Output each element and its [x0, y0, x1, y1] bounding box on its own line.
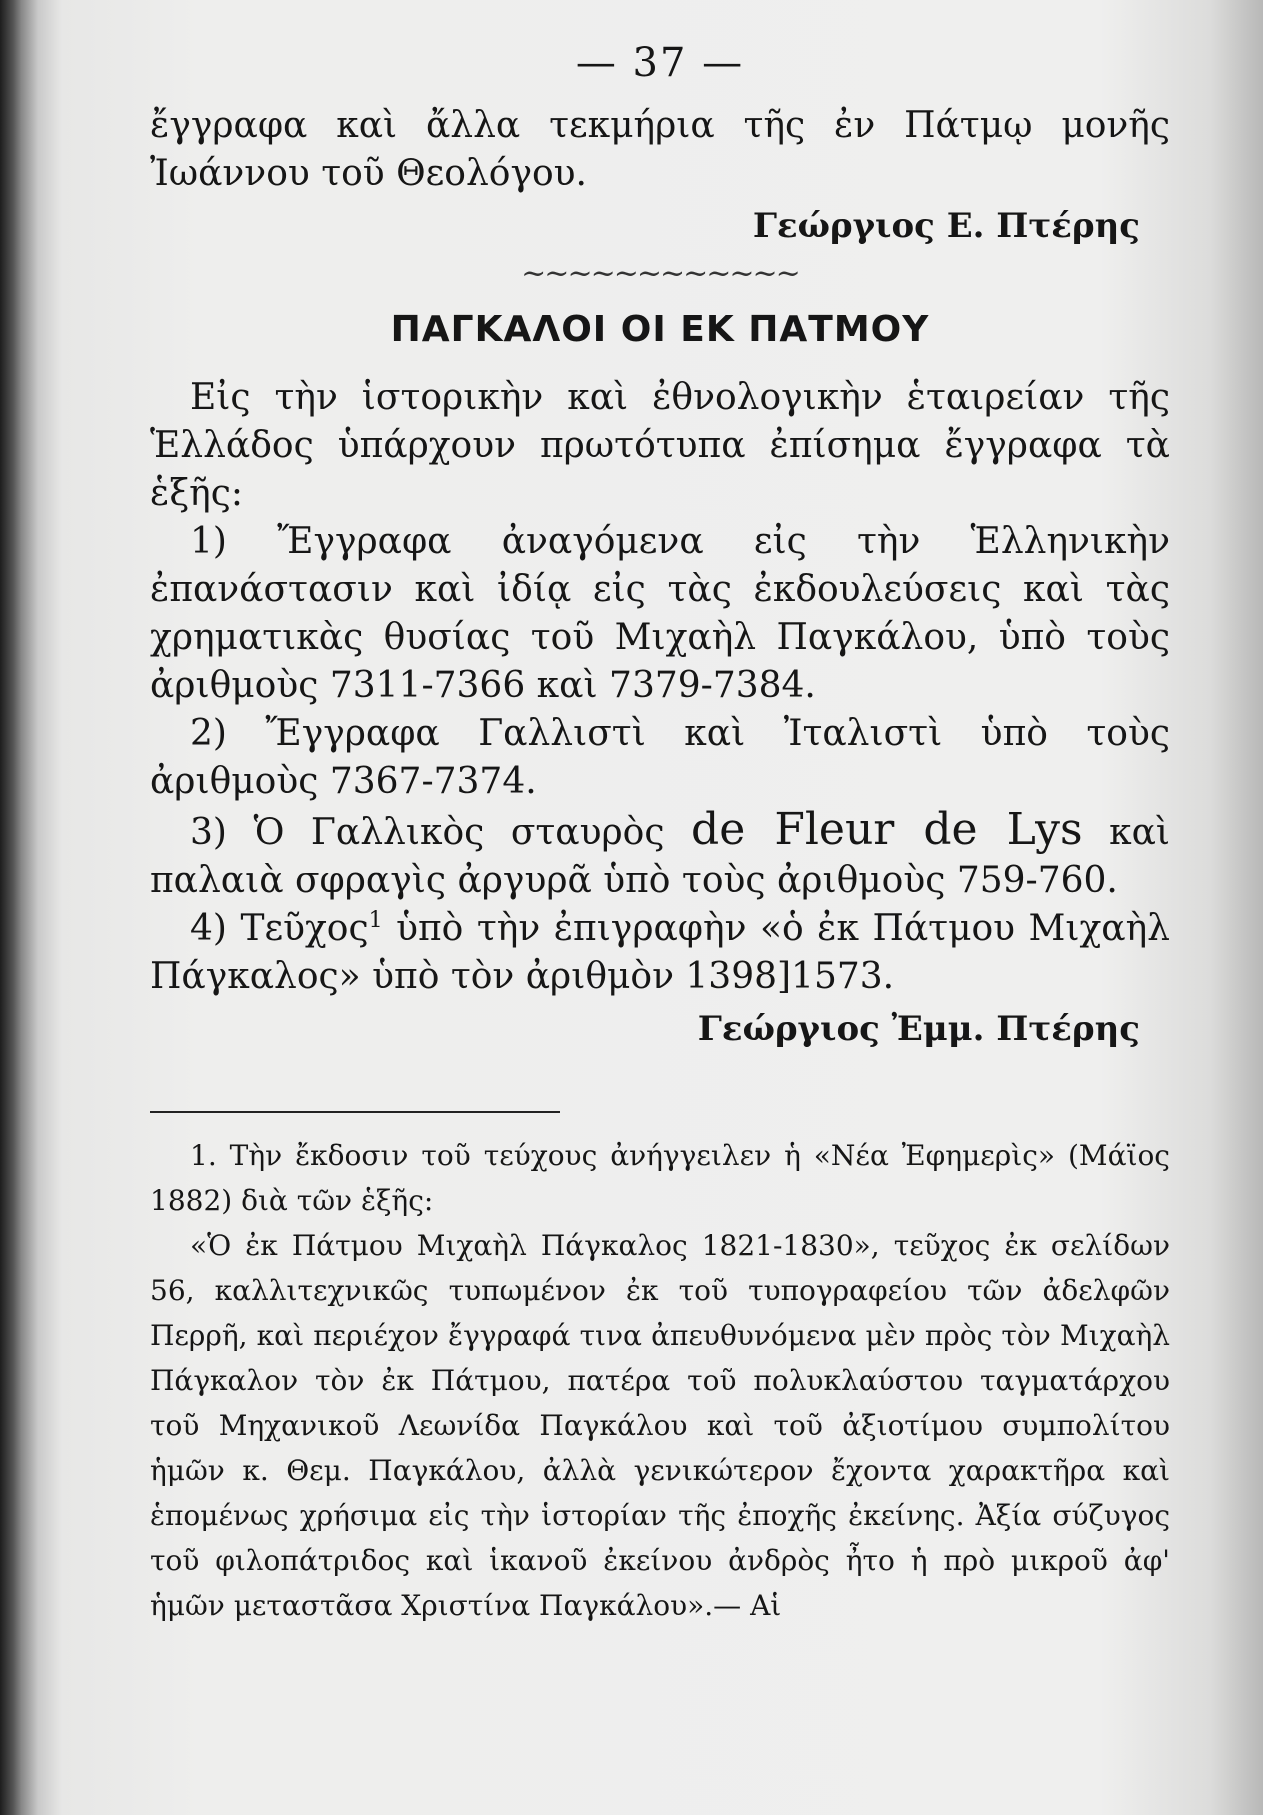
- item-4-text-end: ὑπὸ τὴν ἐπιγραφὴν «ὁ ἐκ Πάτμου Μιχαὴλ Πάγκαλος» ὑπὸ τὸν ἀριθμὸν 1398]1573.: [150, 908, 1170, 997]
- footnote-intro: 1. Τὴν ἔκδοσιν τοῦ τεύχους ἀνήγγειλεν ἡ «Νέα Ἐφημερὶς» (Μάϊος 1882) διὰ τῶν ἑξῆς:: [150, 1139, 1170, 1217]
- page-binding-edge: [0, 0, 22, 1815]
- article-intro: Εἰς τὴν ἱστορικὴν καὶ ἐθνολογικὴν ἑταιρείαν τῆς Ἑλλάδος ὑπάρχουν πρωτότυπα ἐπίσημα ἔγγραφα τὰ ἑξῆς:: [150, 377, 1170, 514]
- article-item-3: [150, 806, 1170, 905]
- article-item-2: 2) Ἔγγραφα Γαλλιστὶ καὶ Ἰταλιστὶ ὑπὸ τοὺς ἀριθμοὺς 7367-7374.: [150, 713, 1170, 802]
- previous-article-signature: Γεώργιος Ε. Πτέρης: [752, 206, 1140, 246]
- article-item-4: [150, 905, 1170, 1001]
- item-3-text-start: 3) Ὁ Γαλλικὸς σταυρὸς: [190, 812, 665, 853]
- footnote-marker: 1: [368, 908, 383, 933]
- article-signature: Γεώργιος Ἐμμ. Πτέρης: [697, 1009, 1140, 1049]
- decorative-divider: ~~~~~~~~~~~~: [521, 256, 799, 291]
- article-item-1: 1) Ἔγγραφα ἀναγόμενα εἰς τὴν Ἑλληνικὴν ἐπανάστασιν καὶ ἰδίᾳ εἰς τὰς ἐκδουλεύσεις καὶ τὰς χρηματικὰς θυσίας τοῦ Μιχαὴλ Παγκάλου, ὑπὸ τοὺς ἀριθμοὺς 7311-7366 καὶ 7379-7384.: [150, 521, 1170, 706]
- item-4-text-start: 4) Τεῦχος: [190, 908, 369, 949]
- item-3-latin-phrase: de Fleur de Lys: [691, 804, 1083, 855]
- page-content: [150, 40, 1170, 1628]
- article-title: ΠΑΓΚΑΛΟΙ ΟΙ ΕΚ ΠΑΤΜΟΥ: [390, 309, 930, 350]
- previous-article-ending: ἔγγραφα καὶ ἄλλα τεκμήρια τῆς ἐν Πάτμῳ μονῆς Ἰωάννου τοῦ Θεολόγου.: [150, 105, 1170, 194]
- footnote-quote: «Ὁ ἐκ Πάτμου Μιχαὴλ Πάγκαλος 1821-1830», τεῦχος ἐκ σελίδων 56, καλλιτεχνικῶς τυπωμένον ἐκ τοῦ τυπογραφείου τῶν ἀδελφῶν Περρῆ, καὶ περιέχον ἔγγραφά τινα ἀπευθυνόμενα μὲν πρὸς τὸν Μιχαὴλ Πάγκαλον τὸν ἐκ Πάτμου, πατέρα τοῦ πολυκλαύστου ταγματάρχου τοῦ Μηχανικοῦ Λεωνίδα Παγκάλου καὶ τοῦ ἀξιοτίμου συμπολίτου ἡμῶν κ. Θεμ. Παγκάλου, ἀλλὰ γενικώτερον ἔχοντα χαρακτῆρα καὶ ἑπομένως χρήσιμα εἰς τὴν ἱστορίαν τῆς ἐποχῆς ἐκείνης. Ἀξία σύζυγος τοῦ φιλοπάτριδος καὶ ἱκανοῦ ἐκείνου ἀνδρὸς ἦτο ἡ πρὸ μικροῦ ἀφ' ἡμῶν μεταστᾶσα Χριστίνα Παγκάλου».— Αἱ: [150, 1229, 1170, 1622]
- footnote-rule: [150, 1111, 560, 1113]
- item-3-text-end: καὶ παλαιὰ σφραγὶς ἀργυρᾶ ὑπὸ τοὺς ἀριθμοὺς 759-760.: [150, 812, 1171, 901]
- page-number: — 37 —: [575, 40, 745, 86]
